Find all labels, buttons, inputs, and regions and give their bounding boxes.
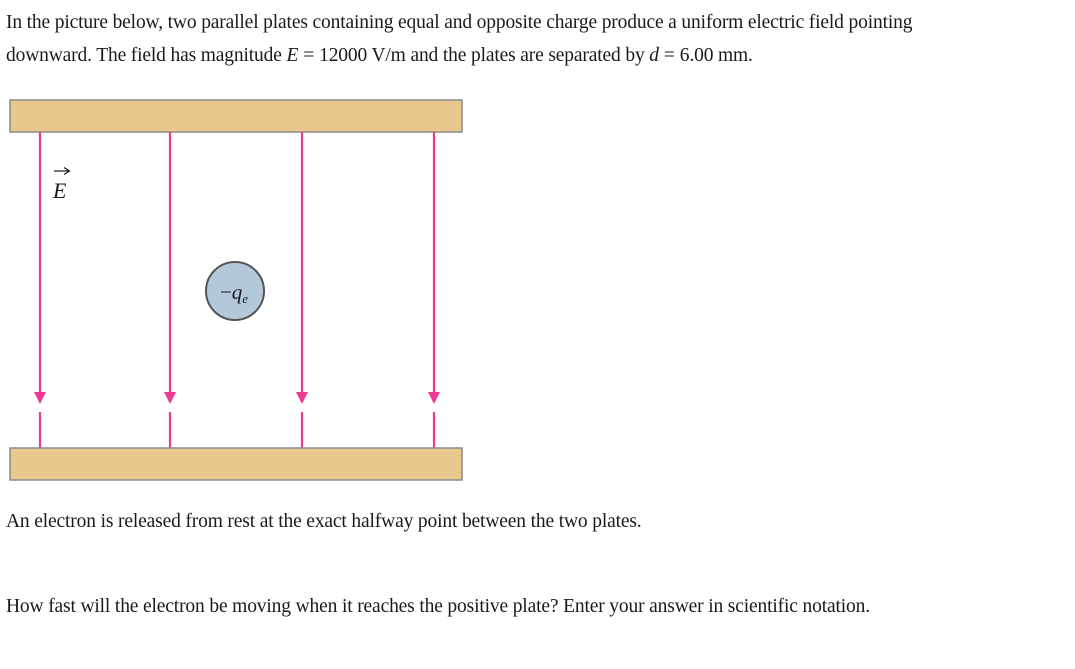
field-magnitude: 12000 V/m — [319, 45, 406, 66]
distance-symbol: d — [649, 45, 659, 66]
charge-sign: − — [219, 280, 232, 304]
plate-separation: 6.00 mm. — [679, 45, 753, 66]
intro-conjunction: and the plates are separated by — [410, 45, 645, 66]
charge-symbol: q — [231, 280, 243, 304]
problem-question: How fast will the electron be moving when it reaches the positive plate? Enter your answer in scientific notation. — [6, 596, 870, 617]
intro-line-2-prefix: downward. The field has magnitude — [6, 45, 282, 66]
problem-statement: An electron is released from rest at the exact halfway point between the two plates. — [6, 511, 642, 532]
equals-sign-2: = — [663, 45, 675, 66]
parallel-plates-diagram — [0, 92, 480, 492]
intro-line-1: In the picture below, two parallel plates containing equal and opposite charge produce a uniform electric field pointing — [6, 12, 913, 33]
charge-subscript: e — [242, 291, 249, 306]
field-symbol: E — [286, 45, 299, 66]
bottom-plate — [10, 448, 462, 480]
problem-intro — [6, 6, 912, 72]
field-vector-label — [52, 168, 70, 204]
field-vector-symbol: E — [53, 178, 67, 203]
top-plate — [10, 100, 462, 132]
electron-charge — [206, 262, 264, 320]
equals-sign: = — [303, 45, 315, 66]
